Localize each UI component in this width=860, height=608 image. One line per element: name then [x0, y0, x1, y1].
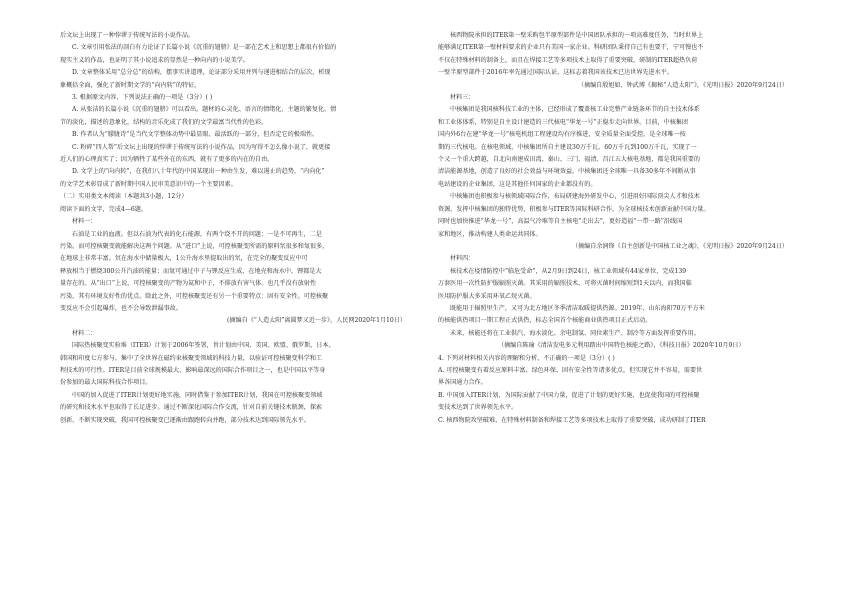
- right-column: [438, 30, 802, 427]
- material-3-line: 个又一个重大跨越，自北向南建成田湾、秦山、三门、福清、昌江五大核电基地，都是我国重要的: [438, 156, 701, 164]
- text-line: 象概括全面，强化了新时期文学的“向内转”的特征。: [60, 81, 201, 89]
- material-2-line: 的研究和技术水平也取得了长足进步。通过不断深化国际合作交流，针对自前关键技术瓶颈，探索: [60, 404, 323, 412]
- material-3-line: 资源，发挥中核集团的独特优势，积极参与ITER等国际科研合作，为全球核技术创新贡献中国力量。: [438, 205, 710, 213]
- material-2-title: 材料二：: [72, 329, 97, 337]
- q4-option-a: A. 可控核聚变有着反应原料丰富、绿色环保、固有安全性等诸多优点，但实现它并不容易，需要世: [438, 366, 703, 374]
- material-3-line: 清洁能源基地，创造了良好的社会效益与环境效益。中核集团还全球唯一具备30多年不间断从事: [438, 168, 696, 176]
- material-1-title: 材料一：: [72, 218, 97, 226]
- material-3-line: 电站建设的企业集团，这是其他任何国家的企业都没有的。: [438, 180, 597, 188]
- material-4-line: 医用防护服大多采用环氧乙烷灭菌。: [438, 292, 536, 300]
- text-line: 一壁半原型部件于2016年率先通过国际认证，这标志着我国该技术已达世界先进水平。: [438, 69, 673, 77]
- section-heading: （二）实用类文本阅读（本题共3小题，12分）: [60, 193, 188, 201]
- material-4-line: 的核能供热项目一期工程正式供热，标志全国首个核能商业供热项目正式启动。: [438, 317, 652, 325]
- q3-option-d: D. 文学上的“向内转”，在我们八十年代的中国某现出一种由生发，难以遏止的趋势，“内向化”: [72, 168, 325, 176]
- text-line: 后文坛上出现了一种悖谬于传统写法的小说作品。: [60, 32, 195, 39]
- material-2-line: 程技术的可行性。ITER是目前全球规模最大、影响最深远的国际合作项目之一，也是中国以平等身: [60, 366, 326, 374]
- material-1-source: (摘编自《“人造太阳”离圆梦又近一步》，人民网2020年1月10日）: [227, 317, 406, 325]
- material-3-line: 中核集团是我国核科技工业的主体，已经形成了覆盖核工业完整产业链条环节的自主技术体系: [450, 106, 700, 114]
- material-2-source: （摘编自殷旭如、钟武博《揭秘“人造太阳”》，《光明日报》2020年9月24日）: [577, 81, 788, 89]
- material-1-line: 释放相当于燃烧300公升汽油的能量；而氚可通过中子与锂反应生成，在地壳和海水中，锂都是大: [60, 267, 322, 275]
- material-4-line: 万套医用一次性防护服辐照灭菌。其采用的辐照技术，可将灭菌时间缩短到1天以内，而我国临: [438, 280, 692, 288]
- left-column: [60, 30, 420, 427]
- material-2-line: 国际热核聚变实验堆（ITER）计划于2006年签署，旨计划由中国、美国、欧盟、俄罗斯、日本、: [72, 342, 335, 350]
- material-4-source: （摘编自陈瑜《清洁发电多元利用踏出中国特色核能之路》，《科技日报》2020年10月9日）: [498, 342, 745, 350]
- material-3-line: 国内外6台在建“华龙一号”核电机组工程建设均有序推进，安全质量全面受控，是全球唯一按: [438, 131, 686, 139]
- material-2-line: 中国的加入促进了ITER计划更好地实施，同时借鉴于参加ITER计划，我国在可控核聚变领域: [72, 391, 323, 399]
- text-line: 不仅在特殊材料的制备上，而且在焊接工艺等多项技术上取得了重要突破，研制的ITER超热负荷: [438, 56, 698, 64]
- material-3-line: 期的三代核电。在核电领域，中核集团所自主建设30万千瓦、60万千瓦到100万千瓦，实现了一: [438, 143, 697, 151]
- instruction: 阅读下面的文字，完成4—6题。: [60, 205, 147, 213]
- material-3-line: 同时也加快推进“华龙一号”、高温气冷堆等自主核电“走出去”，更好造福“一带一路”沿线国: [438, 218, 683, 226]
- text-line: 核西物院承担的ITER第一壁采购包半原型部件是中国团队承担的一项高难度任务，当时世界上: [450, 32, 704, 39]
- material-3-line: 家和地区，推动构建人类命运共同体。: [438, 230, 542, 238]
- option-c-line: C. 文章引用张法的剖白有力论证了长篇小说《沉重的翅膀》是一部在艺术上和思想上都很有价值的: [72, 44, 337, 52]
- material-4-title: 材料四：: [450, 255, 475, 263]
- material-2-line: 韩国和印度七方参与。集中了全世界在磁约束核聚变领域的科技力量，以验证可控核聚变科学和工: [60, 354, 323, 362]
- text-line: 变技术达到了世界领先水平。: [438, 404, 518, 412]
- q3-option-c: C. 粉碎“四人帮”后文坛上出现的悖谬于传统写法的小说作品，因为写得不怎么像小说了，就更接: [72, 143, 331, 151]
- material-3-line: 和工业体体系，特别是自主设计建造的三代核电“华龙一号”正稳步走向世界。目前，中核集团: [438, 118, 688, 126]
- text-line: 界各国通力合作。: [438, 379, 487, 387]
- q4-option-c: C. 核西物院攻坚破难，在特殊材料制备和焊接工艺等多项技术上取得了重要突破，成功研制了ITER: [438, 416, 706, 424]
- text-line: 现实主义的作品，也证明了其小说追求的显然是一种向内的小说美学。: [60, 56, 249, 64]
- material-3-line: 中核集团也积极参与核领域国际合作，布局研建海外研发中心，引进用好国际顶尖人才和技术: [450, 193, 700, 201]
- question-4: 4. 下列对材料相关内容的理解和分析，不正确的一项是（3分）( ): [438, 354, 615, 362]
- material-1-line: 变反应不会引起爆炸，也不会导致泄漏事故。: [60, 304, 182, 312]
- material-1-line: 污染。而可控核聚变就能解决这两个问题。从“进口”上说，可控核聚变所需的原料氘很多和氚很多，: [60, 242, 329, 250]
- material-3-source: （摘编自余润锋《自主创新是中国核工业之魂》，《光明日报》2020年9月24日）: [571, 242, 788, 250]
- q4-option-b: B. 中国加入ITER计划，为国际贡献了中国力量，促进了计划的更好实施，也促使我国的可控核聚: [438, 391, 700, 399]
- material-1-line: 在地球上非常丰富。氘在海水中储量极大，1公升海水里提取出的氘，在完全的聚变反应中可: [60, 255, 308, 263]
- material-1-line: 石油是工业的血液。但以石油为代表的化石能源，有两个绕不开的问题：一是不可再生，二是: [72, 230, 322, 238]
- material-4-line: 未来，核能还将在工业供汽、海水淡化、余电制氢、同位素生产、制冷等方面发挥重要作用。: [450, 329, 700, 337]
- text-line: 节的淡化，描述的意象化，结构的音乐化成了我们的文学最富当代性的色彩。: [60, 118, 268, 126]
- material-2-line: 创新，不断实现突破，我国可控核聚变已逐渐由跟跑转向并跑，部分技术达到国际领先水平。: [60, 416, 310, 424]
- text-line: 的文学艺术彰显成了新时期中国人民审美意识中的一个主要因素。: [60, 180, 237, 188]
- option-d-line: D. 文章整体采用“总分总”的结构，摆事实讲道理，论证部分采用并列与递进相结合的层次，析现: [72, 69, 331, 77]
- text-line: 近人们的心理真实了；因为牺牲了某些外在的东西，就有了更多的内在的自由。: [60, 156, 274, 164]
- material-4-line: 核技术在疫情防控中“临危受命”，从2月9日到24日，核工业领域有44家单位，完成139: [450, 267, 687, 275]
- q3-option-a: A. 从张洁的长篇小说《沉重的翅膀》可以看出，题材的心灵化、语言的情绪化、主题的繁复化、情: [72, 106, 337, 114]
- material-2-line: 份参加的最大国际科技合作项目。: [60, 379, 152, 387]
- material-4-line: 既能用于辐照里生产，又可为北方地区冬季清洁取暖提供热源。2019年，山东海阳70万平方米: [450, 304, 705, 312]
- question-3: 3. 根据原文内容，下列说法正确的一项是（3分）( ): [72, 94, 213, 102]
- material-1-line: 量存在的。从“出口”上说，可控核聚变的产物为氦和中子，不排放有害气体。也几乎没有放射性: [60, 280, 317, 288]
- material-1-line: 污染，其有环境友好性的优点。除此之外，可控核聚变还有另一个重要特点：固有安全性。可控核聚: [60, 292, 329, 300]
- text-line: 能够满足ITER第一壁材料要求的企业只有美国一家企业。科研团队秉持自己有也要干，宁可慢也不: [438, 44, 704, 52]
- q3-option-b: B. 作者认为“朦胧诗”是当代文学整体动势中最显眼、最活跃的一部分，但否定它的极端性。: [72, 131, 319, 139]
- material-3-title: 材料三：: [450, 94, 475, 102]
